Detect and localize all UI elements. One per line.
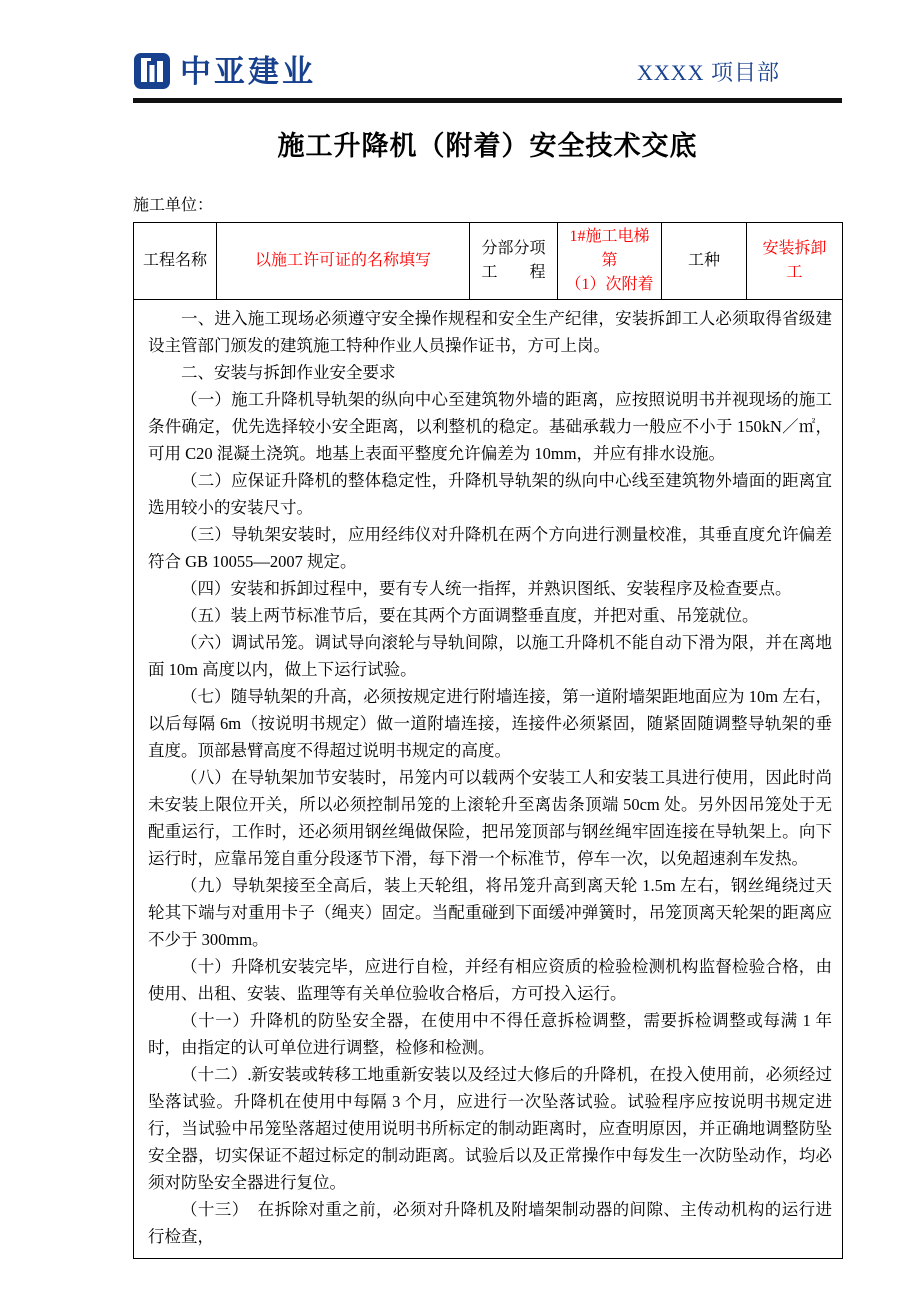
project-department-label: XXXX 项目部	[636, 59, 780, 85]
company-name: 中亚建业	[180, 53, 316, 89]
body-paragraph: （十）升降机安装完毕，应进行自检，并经有相应资质的检验检测机构监督检验合格，由使用、出租、安装、监理等有关单位验收合格后，方可投入运行。	[148, 957, 832, 1004]
work-type-value-line1: 安装拆卸	[762, 240, 827, 258]
table-body-row	[134, 300, 843, 1259]
body-paragraph: （六）调试吊笼。调试导向滚轮与导轨间隙，以施工升降机不能自动下滑为限，并在离地面 10m 高度以内，做上下运行试验。	[148, 633, 832, 680]
body-paragraph: （十三） 在拆除对重之前，必须对升降机及附墙架制动器的间隙、主传动机构的运行进行检查，	[148, 1200, 832, 1247]
body-paragraph: （八）在导轨架加节安装时，吊笼内可以载两个安装工人和安装工具进行使用，因此时尚未安装上限位开关，所以必须控制吊笼的上滚轮升至离齿条顶端 50cm 处。另外因吊笼处于无配重运行，工作时，还必须用钢丝绳做保险，把吊笼顶部与钢丝绳牢固连接在导轨架上。向下运行时，应靠吊笼自重分段逐节下滑，每下滑一个标准节，停车一次，以免超速刹车发热。	[148, 768, 832, 869]
body-paragraph: （一）施工升降机导轨架的纵向中心至建筑物外墙的距离，应按照说明书并视现场的施工条件确定，优先选择较小安全距离，以利整机的稳定。基础承载力一般应不小于 150kN／㎡，可用 C20 混凝土浇筑。地基上表面平整度允许偏差为 10mm，并应有排水设施。	[148, 390, 832, 464]
sub-project-value-line2: （1）次附着	[565, 276, 654, 294]
body-paragraph: （九）导轨架接至全高后，装上天轮组，将吊笼升高到离天轮 1.5m 左右，钢丝绳绕过天轮其下端与对重用卡子（绳夹）固定。当配重碰到下面缓冲弹簧时，吊笼顶离天轮架的距离应不少于 300mm。	[148, 876, 832, 950]
table-header-row	[134, 223, 843, 300]
sub-project-label-line1: 分部分项	[481, 240, 546, 258]
project-name-value-cell: 以施工许可证的名称填写	[217, 223, 470, 300]
work-type-value-line2: 工	[786, 264, 803, 282]
work-type-value-cell	[747, 223, 843, 300]
project-name-label-cell: 工程名称	[134, 223, 217, 300]
sub-project-label-cell	[470, 223, 558, 300]
letterhead	[133, 52, 842, 98]
work-type-label-cell: 工种	[662, 223, 747, 300]
body-paragraph: （二）应保证升降机的整体稳定性，升降机导轨架的纵向中心线至建筑物外墙面的距离宜选用较小的安装尺寸。	[148, 471, 832, 518]
body-paragraph: （三）导轨架安装时，应用经纬仪对升降机在两个方向进行测量校准，其垂直度允许偏差符合 GB 10055—2007 规定。	[148, 525, 832, 572]
body-paragraph: （十一）升降机的防坠安全器，在使用中不得任意拆检调整，需要拆检调整或每满 1 年时，由指定的认可单位进行调整，检修和检测。	[148, 1011, 832, 1058]
header-divider	[133, 98, 842, 103]
body-paragraph: 二、安装与拆卸作业安全要求	[181, 363, 396, 383]
body-paragraph: （十二）.新安装或转移工地重新安装以及经过大修后的升降机，在投入使用前，必须经过坠落试验。升降机在使用中每隔 3 个月，应进行一次坠落试验。试验程序应按说明书规定进行，当试验中吊笼坠落超过使用说明书所标定的制动距离时，应查明原因，并正确地调整防坠安全器，切实保证不超过标定的制动距离。试验后以及正常操作中每发生一次防坠动作，均必须对防坠安全器进行复位。	[148, 1065, 832, 1193]
construction-unit-label: 施工单位：	[133, 197, 214, 215]
company-logo-icon	[133, 52, 171, 90]
sub-project-value-cell	[558, 223, 662, 300]
body-paragraph: 一、进入施工现场必须遵守安全操作规程和安全生产纪律，安装拆卸工人必须取得省级建设主管部门颁发的建筑施工特种作业人员操作证书，方可上岗。	[148, 309, 832, 356]
sub-project-label-line2: 工 程	[481, 264, 546, 282]
company-logo	[133, 52, 316, 90]
body-paragraph: （四）安装和拆卸过程中，要有专人统一指挥，并熟识图纸、安装程序及检查要点。	[181, 579, 792, 599]
document-title: 施工升降机（附着）安全技术交底	[277, 131, 698, 161]
body-paragraph: （七）随导轨架的升高，必须按规定进行附墙连接，第一道附墙架距地面应为 10m 左右，以后每隔 6m（按说明书规定）做一道附墙连接，连接件必须紧固，随紧固随调整导轨架的垂直度。顶部悬臂高度不得超过说明书规定的高度。	[148, 687, 832, 761]
safety-instructions	[148, 305, 832, 1250]
body-paragraph: （五）装上两节标准节后，要在其两个方面调整垂直度，并把对重、吊笼就位。	[181, 606, 759, 626]
disclosure-table	[133, 222, 843, 1259]
safety-instructions-cell	[134, 300, 843, 1259]
sub-project-value-line1: 1#施工电梯第	[569, 228, 650, 270]
